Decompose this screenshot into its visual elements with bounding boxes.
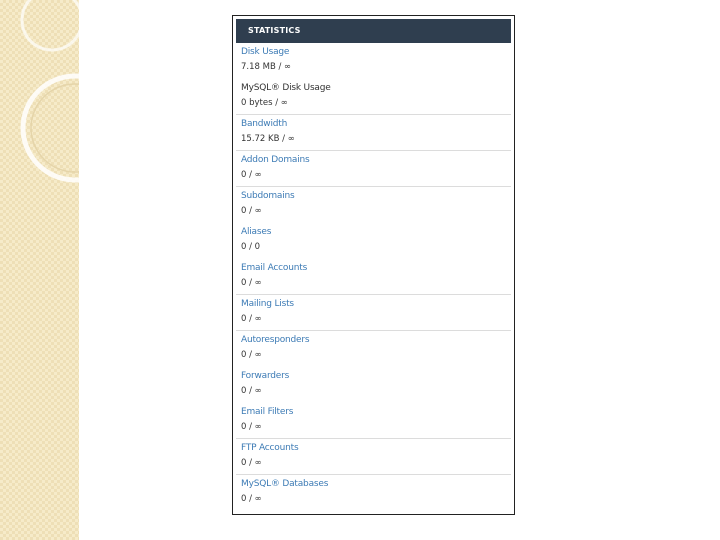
stat-label-link[interactable]: Autoresponders (241, 335, 310, 345)
stat-value: 0 / ∞ (241, 278, 262, 288)
stat-item-aliases (236, 223, 511, 259)
stat-item-email-filters (236, 403, 511, 439)
stat-label-link[interactable]: Bandwidth (241, 119, 288, 129)
stat-label-link[interactable]: Disk Usage (241, 47, 290, 57)
stat-item-mailing-lists (236, 295, 511, 331)
stat-value: 7.18 MB / ∞ (241, 62, 292, 72)
stat-label-link[interactable]: Forwarders (241, 371, 290, 381)
stats-list (236, 43, 511, 511)
stat-item-ftp-accounts (236, 439, 511, 475)
stat-value: 0 / ∞ (241, 314, 262, 324)
stat-value: 0 / ∞ (241, 422, 262, 432)
stat-item-addon-domains (236, 151, 511, 187)
stat-label-link[interactable]: Mailing Lists (241, 299, 294, 309)
decorative-circles (0, 0, 79, 540)
decorative-side-pattern (0, 0, 79, 540)
stat-item-disk-usage (236, 43, 511, 79)
stat-value: 0 bytes / ∞ (241, 98, 288, 108)
stat-value: 0 / ∞ (241, 170, 262, 180)
statistics-panel (232, 15, 515, 515)
stat-item-email-accounts (236, 259, 511, 295)
stat-label: MySQL® Disk Usage (241, 83, 331, 93)
stat-label-link[interactable]: Aliases (241, 227, 272, 237)
stat-value: 0 / ∞ (241, 458, 262, 468)
stat-label-link[interactable]: Subdomains (241, 191, 295, 201)
stat-item-bandwidth (236, 115, 511, 151)
stat-value: 0 / ∞ (241, 494, 262, 504)
stat-item-mysql-disk-usage (236, 79, 511, 115)
stat-item-subdomains (236, 187, 511, 223)
stat-value: 0 / ∞ (241, 206, 262, 216)
stat-label-link[interactable]: FTP Accounts (241, 443, 299, 453)
stat-label-link[interactable]: Email Filters (241, 407, 294, 417)
stat-item-mysql-databases (236, 475, 511, 511)
stat-label-link[interactable]: MySQL® Databases (241, 479, 329, 489)
panel-title: STATISTICS (236, 19, 511, 43)
stat-label-link[interactable]: Email Accounts (241, 263, 308, 273)
stat-value: 0 / ∞ (241, 386, 262, 396)
stat-item-autoresponders (236, 331, 511, 367)
stat-value: 0 / 0 (241, 242, 261, 252)
stat-item-forwarders (236, 367, 511, 403)
stat-value: 0 / ∞ (241, 350, 262, 360)
stat-value: 15.72 KB / ∞ (241, 134, 295, 144)
stat-label-link[interactable]: Addon Domains (241, 155, 310, 165)
